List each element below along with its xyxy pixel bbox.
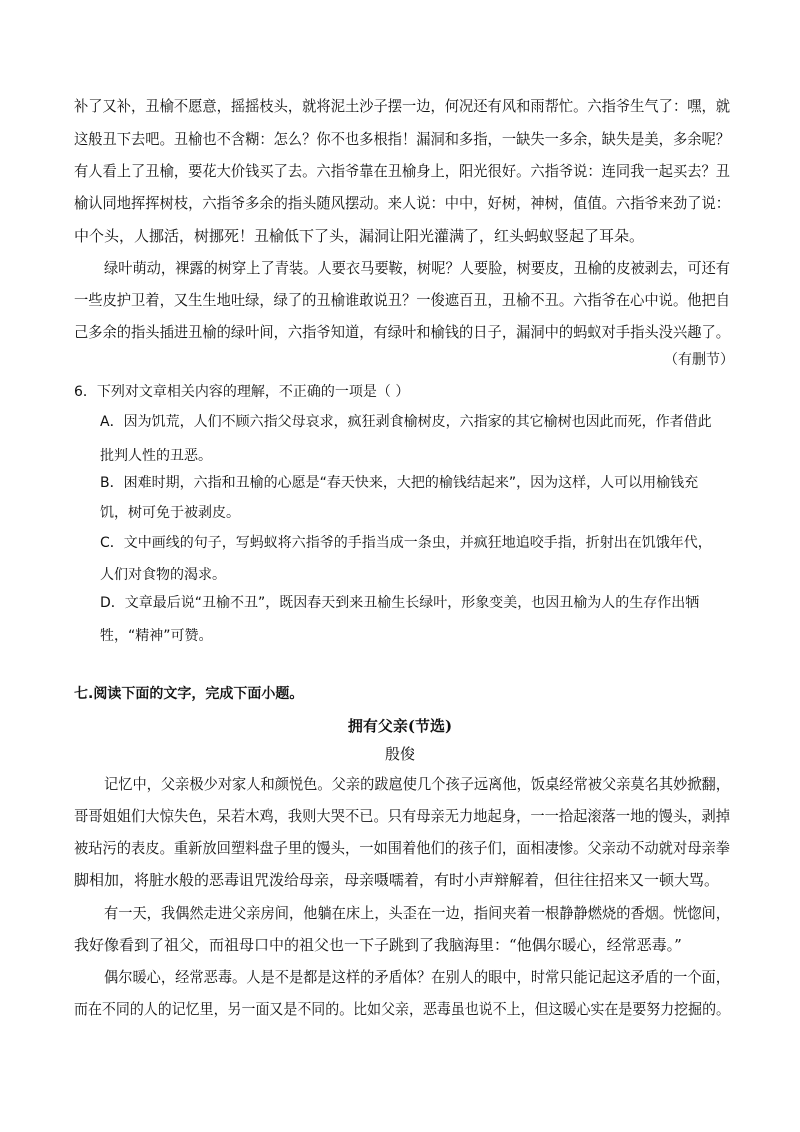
article-title: 拥有父亲(节选) <box>347 717 453 735</box>
text-line: 一些皮护卫着，又生生地吐绿，绿了的丑榆谁敢说丑？一俊遮百丑，丑榆不丑。六指爷在心中说。他把自 <box>74 291 730 309</box>
text-line: 有一天，我偶然走进父亲房间，他躺在床上，头歪在一边，指间夹着一根静静燃烧的香烟。恍惚间， <box>104 904 731 922</box>
text-line: 而在不同的人的记忆里，另一面又是不同的。比如父亲，恶毒虽也说不上，但这暖心实在是要努力挖掘的。 <box>74 1000 731 1018</box>
article-author: 殷俊 <box>384 745 415 763</box>
option-a-line-2: 批判人性的丑恶。 <box>100 448 212 464</box>
text-line: 哥哥姐姐们大惊失色，呆若木鸡，我则大哭不已。只有母亲无力地起身，一一拾起滚落一地的馒头，剥掉 <box>74 807 730 825</box>
option-b-line-1: B．困难时期，六指和丑榆的心愿是“春天快来，大把的榆钱结起来”，因为这样，人可以用榆钱充 <box>100 475 699 491</box>
text-line: 补了又补，丑榆不愿意，摇摇枝头，就将泥土沙子摆一边，何况还有风和雨帮忙。六指爷生气了：嘿，就 <box>74 97 730 115</box>
text-line: 中个头，人挪活，树挪死！丑榆低下了头，漏洞让阳光灌满了，红头蚂蚁竖起了耳朵。 <box>74 227 645 245</box>
text-line: 榆认同地挥挥树枝，六指爷多余的指头随风摆动。来人说：中中，好树，神树，值值。六指爷来劲了说： <box>74 194 730 212</box>
option-b-line-2: 饥，树可免于被剥皮。 <box>100 505 240 521</box>
text-line: 这般丑下去吧。丑榆也不含糊：怎么？你不也多根指！漏洞和多指，一缺失一多余，缺失是美，多余呢？ <box>74 130 730 148</box>
text-line: 脚相加，将脏水般的恶毒诅咒泼给母亲，母亲嗫嚅着，有时小声辩解着，但往往招来又一顿大骂。 <box>74 871 720 889</box>
text-line: 被玷污的表皮。重新放回塑料盘子里的馒头，一如围着他们的孩子们，面相凄惨。父亲动不动就对母亲拳 <box>74 839 730 857</box>
option-c-line-2: 人们对食物的渴求。 <box>100 567 226 583</box>
section-heading: 七.阅读下面的文字，完成下面小题。 <box>74 686 304 702</box>
text-line: 偶尔暖心，经常恶毒。人是不是都是这样的矛盾体？在别人的眼中，时常只能记起这矛盾的一个面， <box>104 968 731 986</box>
question-stem: 6．下列对文章相关内容的理解，不正确的一项是（ ） <box>74 384 410 400</box>
option-d-line-2: 牲，“精神”可赞。 <box>100 628 213 644</box>
option-c-line-1: C．文中画线的句子，写蚂蚁将六指爷的手指当成一条虫，并疯狂地追咬手指，折射出在饥饿年代， <box>100 535 712 551</box>
text-line: 我好像看到了祖父，而祖母口中的祖父也一下子跳到了我脑海里：“他偶尔暖心，经常恶毒。” <box>74 936 682 954</box>
text-line: 己多余的指头插进丑榆的绿叶间，六指爷知道，有绿叶和榆钱的日子，漏洞中的蚂蚁对手指头没兴趣了。 <box>74 323 730 341</box>
text-line: 有人看上了丑榆，要花大价钱买了去。六指爷靠在丑榆身上，阳光很好。六指爷说：连同我一起买去？丑 <box>74 162 730 180</box>
option-d-line-1: D．文章最后说“丑榆不丑”，既因春天到来丑榆生长绿叶，形象变美，也因丑榆为人的生存作出牺 <box>100 595 700 611</box>
text-line: 记忆中，父亲极少对家人和颜悦色。父亲的跋扈使几个孩子远离他，饭桌经常被父亲莫名其妙掀翻， <box>104 775 731 793</box>
option-a-line-1: A．因为饥荒，人们不顾六指父母哀求，疯狂剥食榆树皮，六指家的其它榆树也因此而死，作者借此 <box>100 414 712 430</box>
text-line: 绿叶萌动，裸露的树穿上了青装。人要衣马要鞍，树呢？人要脸，树要皮，丑榆的皮被剥去，可还有 <box>104 259 731 277</box>
source-note: （有删节） <box>664 352 734 368</box>
